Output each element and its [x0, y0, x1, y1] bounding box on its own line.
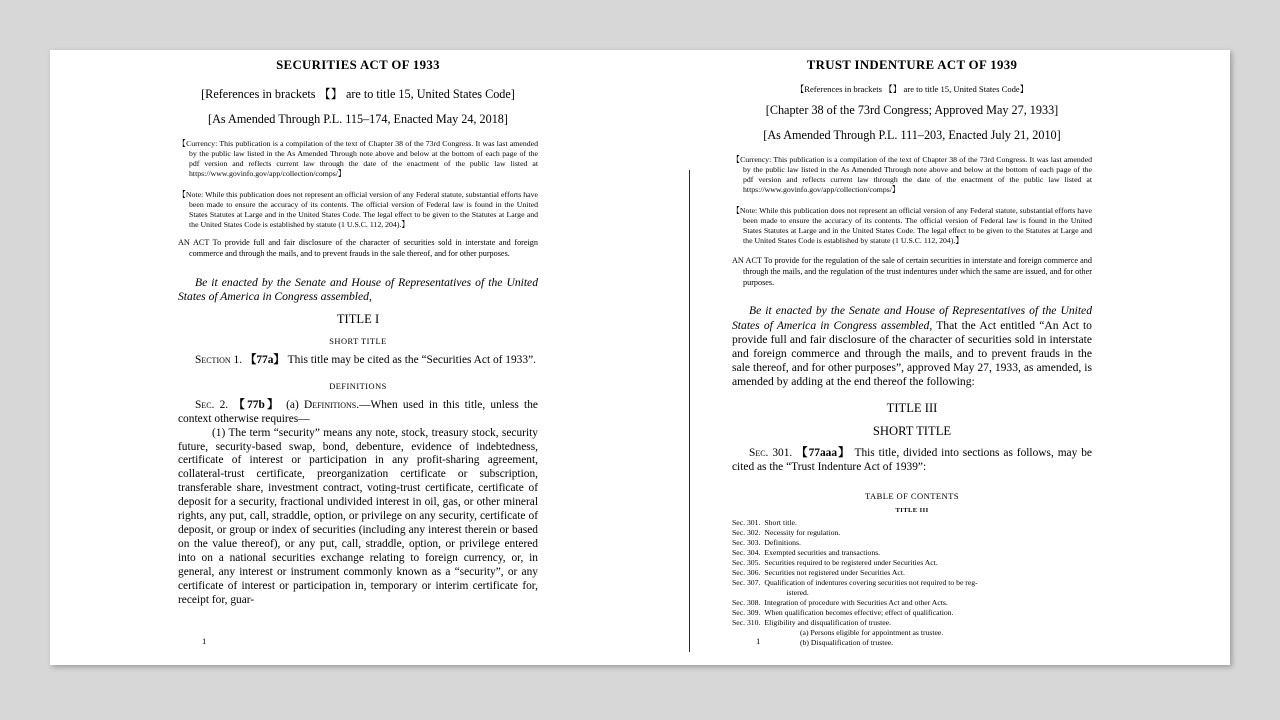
toc-entry-label: Sec. 310. [732, 618, 761, 628]
section-2-bracket-citation: 【77b】 [233, 398, 281, 411]
toc-entry-label: Sec. 305. [732, 558, 761, 568]
toc-entry[interactable] [732, 518, 1092, 528]
toc-entry-text: Necessity for regulation. [764, 528, 841, 538]
left-an-act-paragraph: AN ACT To provide full and fair disclosure of the character of securities sold in interstate and foreign commerce and through the mails, and to prevent frauds in the sale thereof, and for other purposes. [178, 238, 538, 258]
section-1-text: This title may be cited as the “Securities Act of 1933”. [287, 353, 536, 366]
toc-entry-text-line1: Qualification of indentures covering securities not required to be reg- [764, 578, 978, 588]
table-of-contents-heading: TABLE OF CONTENTS [865, 491, 959, 502]
left-enacting-clause: Be it enacted by the Senate and House of Representatives of the United States of America in Congress assembled, [178, 275, 538, 303]
toc-entry-text [760, 578, 1092, 598]
document-page [50, 50, 1230, 665]
column-divider [689, 170, 690, 652]
section-1-bracket-citation: 【77a】 [244, 353, 285, 366]
right-title-heading: TITLE III [886, 401, 938, 416]
left-document-column [178, 50, 538, 607]
left-paragraph-1: (1) The term “security” means any note, stock, treasury stock, security future, security-based swap, bond, debenture, evidence of indebtedness, certificate of interest or participation in any profit-sharing agreement, collateral-trust certificate, preorganization certificate or subscription, transferable share, investment contract, voting-trust certificate, certificate of deposit for a security, fractional undivided interest in oil, gas, or other mineral rights, any put, call, straddle, option, or privilege on any security, certificate of deposit, or group or index of securities (including any interest therein or based on the value thereof), or any put, call, straddle, option, or privilege entered into on a national securities exchange relating to foreign currency, or, in general, any interest or instrument commonly known as a “security”, or any certificate of interest or participation in, temporary or interim certificate for, receipt for, guar- [178, 426, 538, 606]
right-statute-note: 【Note: While this publication does not represent an official version of any Federal statute, substantial efforts have been made to ensure the accuracy of its contents. The official version of Federal law is found in the United States Statutes at Large and in the United States Code. The legal effect to be given to the Statutes at Large and the United States Code is established by statute (1 U.S.C. 112, 204).】 [732, 205, 1092, 245]
right-amended-line: [As Amended Through P.L. 111–203, Enacted July 21, 2010] [763, 128, 1061, 142]
right-page-number: 1 [756, 636, 761, 646]
toc-entry-text: Securities not registered under Securities Act. [764, 568, 905, 578]
toc-entry-label: Sec. 308. [732, 598, 761, 608]
toc-entry-text: Securities required to be registered under Securities Act. [764, 558, 938, 568]
right-enacting-clause [732, 304, 1092, 389]
right-an-act-paragraph: AN ACT To provide for the regulation of the sale of certain securities in interstate and foreign commerce and through the mails, and the regulation of the trust indentures under which the same are issued, and for other purposes. [732, 256, 1092, 287]
section-2-caption: Definitions [303, 398, 357, 411]
section-301-label: Sec. [749, 447, 769, 460]
toc-entry-text: Exempted securities and transactions. [764, 548, 881, 558]
toc-entry[interactable] [732, 568, 1092, 578]
section-1-number: 1. [233, 353, 243, 366]
section-2-label: Sec. [195, 398, 215, 411]
toc-entry-label: Sec. 303. [732, 538, 761, 548]
toc-entry[interactable] [732, 538, 1092, 548]
toc-entry[interactable] [732, 528, 1092, 538]
right-enacting-clause-italic: Be it enacted by the Senate and House of Representatives of the United States of America in Congress assembled, [732, 304, 1092, 332]
left-reference-line: [References in brackets 【】 are to title 15, United States Code] [201, 87, 515, 101]
right-short-title-heading: SHORT TITLE [872, 424, 952, 439]
toc-entry-text: Eligibility and disqualification of trustee. [764, 618, 892, 628]
left-page-number: 1 [202, 636, 207, 646]
section-2-number: 2. [219, 398, 229, 411]
toc-entry-label: Sec. 302. [732, 528, 761, 538]
right-currency-note: 【Currency: This publication is a compilation of the text of Chapter 38 of the 73rd Congress. It was last amended by the public law listed in the As Amended Through note above and below at the bottom of each page of the pdf version and reflects current law through the date of the enactment of the public law listed at https://www.govinfo.gov/app/collection/comps/】 [732, 155, 1092, 195]
toc-entry-text-line2: istered. [786, 588, 809, 598]
toc-entry-label: Sec. 304. [732, 548, 761, 558]
left-short-title-heading: SHORT TITLE [329, 336, 387, 346]
right-enacting-clause-roman: That the Act entitled “An Act to provide full and fair disclosure of the character of securities sold in interstate and foreign commerce and through the mails, and to prevent frauds in the sale thereof, and for other purposes”, approved May 27, 1933, as amended, is amended by adding at the end thereof the following: [732, 318, 1092, 389]
toc-entry[interactable] [732, 598, 1092, 608]
left-document-title: SECURITIES ACT OF 1933 [276, 58, 440, 72]
left-statute-note: 【Note: While this publication does not represent an official version of any Federal statute, substantial efforts have been made to ensure the accuracy of its contents. The official version of Federal law is found in the United States Statutes at Large and in the United States Code. The legal effect to be given to the Statutes at Large and the United States Code is established by statute (1 U.S.C. 112, 204).】 [178, 189, 538, 229]
toc-entry-text: When qualification becomes effective; effect of qualification. [764, 608, 954, 618]
toc-entry[interactable] [732, 578, 1092, 598]
section-2-lead: (a) [286, 398, 299, 411]
right-reference-line: 【References in brackets 【】 are to title 15, United States Code】 [795, 84, 1029, 94]
table-of-contents-subheading: TITLE III [895, 507, 929, 515]
toc-entry[interactable] [732, 548, 1092, 558]
toc-entry-label: Sec. 301. [732, 518, 761, 528]
right-document-title: TRUST INDENTURE ACT OF 1939 [806, 58, 1018, 72]
toc-entry[interactable] [732, 618, 1092, 628]
table-of-contents-list [732, 518, 1092, 648]
section-2-text: .—When used in this title, unless the context otherwise requires— [178, 398, 538, 425]
left-section-1-paragraph [178, 354, 538, 368]
section-301-bracket-citation: 【77aaa】 [796, 447, 851, 460]
left-title-heading: TITLE I [336, 311, 380, 326]
section-301-number: 301. [772, 447, 793, 460]
toc-sub-entry[interactable]: (b) Disqualification of trustee. [800, 638, 894, 648]
toc-entry[interactable] [732, 608, 1092, 618]
left-section-2-paragraph [178, 399, 538, 427]
toc-entry-label: Sec. 307. [732, 578, 761, 588]
section-301-text: This title, divided into sections as follows, may be cited as the “Trust Indenture Act of 1939”: [732, 447, 1092, 474]
right-section-301-paragraph [732, 447, 1092, 475]
section-1-label: Section [195, 353, 231, 366]
toc-entry-label: Sec. 309. [732, 608, 761, 618]
right-document-column [732, 50, 1092, 648]
toc-entry[interactable] [732, 558, 1092, 568]
toc-entry-label: Sec. 306. [732, 568, 761, 578]
left-currency-note: 【Currency: This publication is a compilation of the text of Chapter 38 of the 73rd Congress. It was last amended by the public law listed in the As Amended Through note above and below at the bottom of each page of the pdf version and reflects current law through the date of the enactment of the public law listed at https://www.govinfo.gov/app/collection/comps/】 [178, 139, 538, 179]
toc-sub-entry[interactable]: (a) Persons eligible for appointment as trustee. [800, 628, 944, 638]
toc-entry-text: Definitions. [764, 538, 801, 548]
right-chapter-line: [Chapter 38 of the 73rd Congress; Approved May 27, 1933] [765, 103, 1059, 117]
toc-entry-text: Short title. [764, 518, 797, 528]
left-definitions-heading: DEFINITIONS [329, 381, 387, 391]
left-amended-line: [As Amended Through P.L. 115–174, Enacted May 24, 2018] [208, 112, 508, 126]
toc-entry-text: Integration of procedure with Securities Act and other Acts. [764, 598, 948, 608]
